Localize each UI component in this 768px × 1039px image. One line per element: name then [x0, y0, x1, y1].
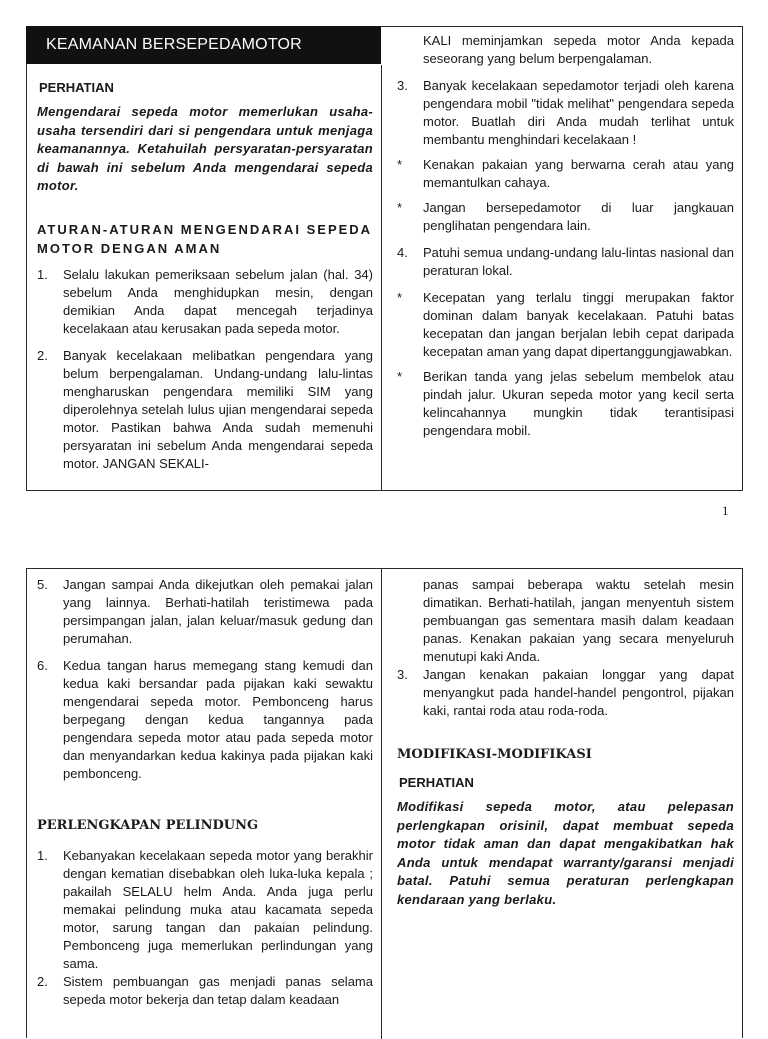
item-marker: 3. — [397, 667, 408, 682]
modifications-title: MODIFIKASI-MODIFIKASI — [397, 747, 592, 762]
list-item — [37, 657, 373, 783]
item-text: Berikan tanda yang jelas sebelum membelok atau pindah jalur. Ukuran sepeda motor yang kecil serta kelincahannya mungkin tidak terantisipasi pengendara mobil. — [423, 369, 734, 438]
continued-text: KALI meminjamkan sepeda motor Anda kepada seseorang yang belum berpengalaman. — [423, 33, 734, 66]
item-text: Patuhi semua undang-undang lalu-lintas nasional dan peraturan lokal. — [423, 245, 734, 278]
item-marker: 1. — [37, 848, 48, 863]
list-item — [397, 244, 734, 280]
item-text: Kebanyakan kecelakaan sepeda motor yang berakhir dengan kematian disebabkan oleh luka-luka kepala ; pakailah SELALU helm Anda. Anda juga perlu memakai pelindung muka atau kacamata sepeda motor, sarung tangan dan pakaian pelindung. Pembonceng juga memerlukan perlindungan yang sama. — [63, 848, 373, 971]
page2-right-column — [397, 576, 734, 909]
column-divider — [381, 65, 382, 491]
protective-gear-title: PERLENGKAPAN PELINDUNG — [37, 818, 259, 833]
list-item — [37, 847, 373, 973]
item-text: Sistem pembuangan gas menjadi panas selama sepeda motor bekerja dan tetap dalam keadaan — [63, 974, 373, 1007]
attention-label: PERHATIAN — [399, 775, 474, 790]
item-text: Jangan bersepedamotor di luar jangkauan penglihatan pengendara lain. — [423, 200, 734, 233]
item-marker: 5. — [37, 577, 48, 592]
continued-text: panas sampai beberapa waktu setelah mesin dimatikan. Berhati-hatilah, jangan menyentuh sistem pembuangan gas sementara masih dalam keadaan panas. Kenakan pakaian yang secara menyeluruh menutupi kaki Anda. — [423, 577, 734, 664]
column-divider — [381, 569, 382, 1039]
item-marker: 6. — [37, 658, 48, 673]
list-item — [397, 77, 734, 149]
page-number: 1 — [722, 503, 729, 518]
item-marker: 1. — [37, 266, 48, 282]
manual-page-2 — [26, 568, 743, 1038]
item-text: Kecepatan yang terlalu tinggi merupakan faktor dominan dalam banyak kecelakaan. Patuhi batas kecepatan dan jangan berjalan lebih cepat daripada kecepatan aman yang dapat dipertanggungjawabkan. — [423, 290, 734, 359]
item-text: Jangan kenakan pakaian longgar yang dapat menyangkut pada handel-handel pengontrol, pijakan kaki, rantai roda atau roda-roda. — [423, 667, 734, 718]
item-text: Selalu lakukan pemeriksaan sebelum jalan (hal. 34) sebelum Anda menghidupkan mesin, dengan demikian Anda dapat mencegah terjadinya kecelakaan atau kerusakan pada sepeda motor. — [63, 266, 373, 336]
manual-page-1 — [26, 26, 743, 491]
list-item — [397, 289, 734, 361]
item-marker: 2. — [37, 347, 48, 363]
item-text: Jangan sampai Anda dikejutkan oleh pemakai jalan yang lainnya. Berhati-hatilah teristimewa pada persimpangan jalan, jalan keluar/masuk gedung dan perumahan. — [63, 577, 373, 646]
page1-right-column — [397, 32, 734, 440]
item-text: Kedua tangan harus memegang stang kemudi dan kedua kaki bersandar pada pijakan kaki sewaktu mengendarai sepeda motor. Pembonceng harus berpegang dengan kedua tangannya pada pengendara sepeda motor atau pada sepeda motor dan menyandarkan kedua kakinya pada pijakan kaki pembonceng. — [63, 658, 373, 781]
item-text: Kenakan pakaian yang berwarna cerah atau yang memantulkan cahaya. — [423, 157, 734, 190]
list-item — [397, 199, 734, 235]
list-item — [37, 973, 373, 1009]
item-text: Banyak kecelakaan sepedamotor terjadi oleh karena pengendara mobil "tidak melihat" pengendara sepeda motor. Buatlah diri Anda mudah terlihat untuk membantu menghindari kecelakaan ! — [423, 78, 734, 147]
section-header: KEAMANAN BERSEPEDAMOTOR — [26, 26, 381, 64]
item-marker: * — [397, 369, 403, 384]
item-marker: * — [397, 290, 403, 305]
list-item — [397, 368, 734, 440]
item-marker: * — [397, 157, 403, 172]
warning-text: Modifikasi sepeda motor, atau pelepasan perlengkapan orisinil, dapat membuat sepeda motor tidak aman dan dapat mengakibatkan hak Anda untuk mendapat warranty/garansi menjadi batal. Patuhi semua peraturan perlengkapan kendaraan yang berlaku. — [397, 799, 734, 907]
item-marker: * — [397, 200, 403, 215]
page2-left-column — [37, 576, 373, 1009]
item-marker: 2. — [37, 974, 48, 989]
item-marker: 4. — [397, 245, 408, 260]
list-item — [37, 576, 373, 648]
section-title: ATURAN-ATURAN MENGENDARAI SEPEDA MOTOR DENGAN AMAN — [37, 221, 372, 256]
list-item — [397, 156, 734, 192]
item-text: Banyak kecelakaan melibatkan pengendara yang belum berpengalaman. Undang-undang lalu-lintas mengharuskan pengendara memiliki SIM yang diperolehnya setelah lulus ujian mengendarai sepeda motor. Pastikan bahwa Anda sudah memenuhi persyaratan ini sebelum Anda mengendarai sepeda motor. JANGAN SEKALI- — [63, 347, 373, 471]
list-item — [37, 347, 373, 473]
attention-label: PERHATIAN — [39, 80, 114, 95]
page1-left-column — [37, 79, 373, 473]
list-item — [37, 266, 373, 338]
warning-text: Mengendarai sepeda motor memerlukan usaha-usaha tersendiri dari si pengendara untuk menjaga keamanannya. Ketahuilah persyaratan-persyaratan di bawah ini sebelum Anda mengendarai sepeda motor. — [37, 104, 373, 193]
item-marker: 3. — [397, 78, 408, 93]
list-item — [397, 666, 734, 720]
